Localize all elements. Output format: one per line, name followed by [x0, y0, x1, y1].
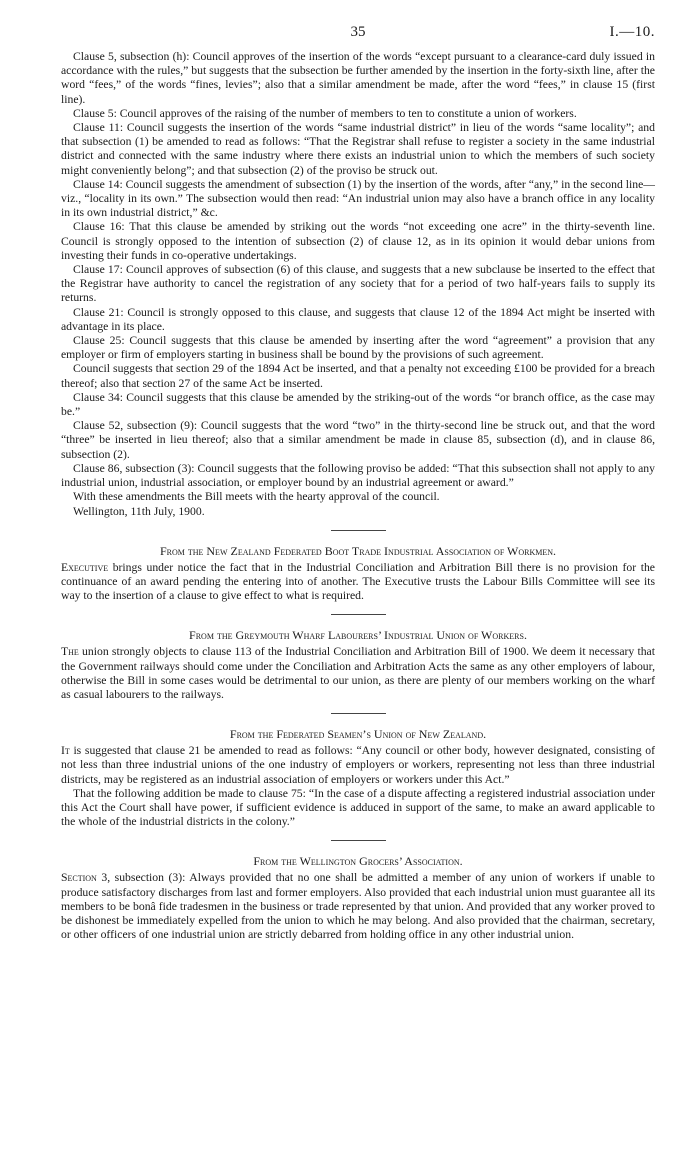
clause-paragraph: Council suggests that section 29 of the 1894 Act be inserted, and that a penalty not exceeding £100 be provided for a breach thereof; also that section 27 of the same Act be inserted. — [61, 362, 655, 390]
clause-paragraph: Clause 86, subsection (3): Council suggests that the following proviso be added: “That this subsection shall not apply to any industrial union, industrial association, or employer bound by an industrial agreement or award.” — [61, 461, 655, 490]
section-divider — [331, 614, 386, 615]
section-paragraph: That the following addition be made to clause 75: “In the case of a dispute affecting a registered industrial association under this Act the Court shall have power, if sufficient evidence is adduced in support of the same, to make an award applicable to the whole of the industrial districts in the colony.” — [61, 786, 655, 829]
clause-paragraph: Clause 52, subsection (9): Council suggests that the word “two” in the thirty-second line be struck out, and that the word “three” be inserted in lieu thereof; also that a similar amendment be made in clause 85, subsection (d), and in clause 86, subsection (2). — [61, 419, 655, 461]
council-recommendations — [61, 50, 655, 519]
closing-paragraph: With these amendments the Bill meets with the hearty approval of the council. — [73, 490, 440, 504]
clause-paragraph: Clause 34: Council suggests that this clause be amended by the striking-out of the words “or branch office, as the case may be.” — [61, 390, 655, 419]
section-seamens-union — [61, 727, 655, 829]
lead-word: Executive — [61, 560, 109, 574]
section-heading: From the Wellington Grocers’ Association. — [253, 854, 463, 869]
clause-paragraph: Clause 21: Council is strongly opposed to this clause, and suggests that clause 12 of the 1894 Act might be inserted with advantage in its place. — [61, 305, 655, 333]
section-heading: From the Greymouth Wharf Labourers’ Industrial Union of Workers. — [189, 628, 527, 643]
paragraph-text: brings under notice the fact that in the Industrial Conciliation and Arbitration Bill there is no provision for the continuance of an award pending the entering into of another. The Executive trusts the Labour Bills Committee will see its way to the insertion of a clause to give effect to what is required. — [61, 560, 655, 603]
paragraph-text: is suggested that clause 21 be amended to read as follows: “Any council or other body, however designated, consisting of not less than three industrial unions of the one industry of employers or workers, representing not less than three industrial districts, may be registered as an industrial association of employers or workers under this Act.” — [61, 744, 655, 786]
section-heading: From the Federated Seamen’s Union of New Zealand. — [229, 727, 487, 742]
signoff-date: Wellington, 11th July, 1900. — [73, 504, 205, 518]
lead-word: The — [61, 645, 79, 659]
clause-paragraph: Clause 25: Council suggests that this clause be amended by inserting after the word “agreement” a provision that any employer or firm of employers starting in business shall be bound by the provisions of such agreement. — [61, 334, 655, 362]
paragraph-text: union strongly objects to clause 113 of the Industrial Conciliation and Arbitration Bill of 1900. We deem it necessary that the Government railways should come under the Conciliation and Arbitration Acts the same as any other employers of labour, otherwise the Bill in some cases would be detrimental to our union, as there are plenty of our members working on the wharf as casual labourers to the railways. — [61, 645, 655, 701]
section-boot-trade — [61, 544, 655, 604]
clause-paragraph: Clause 11: Council suggests the insertion of the words “same industrial district” in lieu of the words “same locality”; and that subsection (1) be amended to read as follows: “That the Registrar shall refuse to register a society in the same industrial district and connected with the same industry where there exists an industrial union to which the members of such society might conveniently belong”; and that subsection (2) of the proviso be struck out. — [61, 121, 655, 177]
lead-word: Section — [61, 871, 97, 885]
section-heading: From the New Zealand Federated Boot Trade Industrial Association of Workmen. — [159, 543, 557, 558]
document-reference: I.—10. — [609, 24, 655, 40]
section-divider — [331, 840, 386, 841]
clause-paragraph: Clause 14: Council suggests the amendment of subsection (1) by the insertion of the words, after “any,” in the second line—viz., “locality in its own.” The subsection would then read: “An industrial union may also have a branch office in any locality in its own industrial district,” &c. — [61, 177, 655, 220]
clause-paragraph: Clause 5: Council approves of the raising of the number of members to ten to constitute a union of workers. — [73, 106, 577, 120]
page-header — [61, 0, 655, 50]
section-grocers-association — [61, 854, 655, 942]
section-greymouth-wharf — [61, 628, 655, 702]
section-paragraph — [61, 645, 655, 702]
section-paragraph — [61, 561, 655, 604]
clause-paragraph: Clause 17: Council approves of subsection (6) of this clause, and suggests that a new subclause be inserted to the effect that the Registrar have authority to cancel the registration of any society that for a period of two half-years fails to supply its returns. — [61, 263, 655, 305]
section-divider — [331, 713, 386, 714]
clause-paragraph: Clause 5, subsection (h): Council approves of the insertion of the words “except pursuant to a clearance-card duly issued in accordance with the rules,” but suggests that the subsection be further amended by the insertion in the forty-sixth line, after the word “fees,” of the words “fines, levies”; also that a similar amendment be made, after the word “fees,” in clause 15 (first line). — [61, 50, 655, 106]
section-paragraph — [61, 744, 655, 787]
clause-paragraph: Clause 16: That this clause be amended by striking out the words “not exceeding one acre” in the thirty-seventh line. Council is strongly opposed to the intention of subsection (2) of clause 12, as in its opinion it would debar unions from investing their funds in co-operative undertakings. — [61, 220, 655, 262]
lead-word: It — [61, 744, 70, 758]
paragraph-text: 3, subsection (3): Always provided that no one shall be admitted a member of any union of workers if unable to produce satisfactory discharges from last and former employers. Also provided that each industrial union must guarantee all its members to be bonâ fide tradesmen in the business or trade represented by that union. And provided that any worker proved to be dishonest be immediately expelled from the union to which he may belong. And also provided that the chairman, secretary, or other officers of one industrial union are strictly debarred from holding office in any other industrial union. — [61, 871, 655, 942]
page-number: 35 — [350, 24, 366, 40]
section-paragraph — [61, 871, 655, 942]
section-divider — [331, 530, 386, 531]
